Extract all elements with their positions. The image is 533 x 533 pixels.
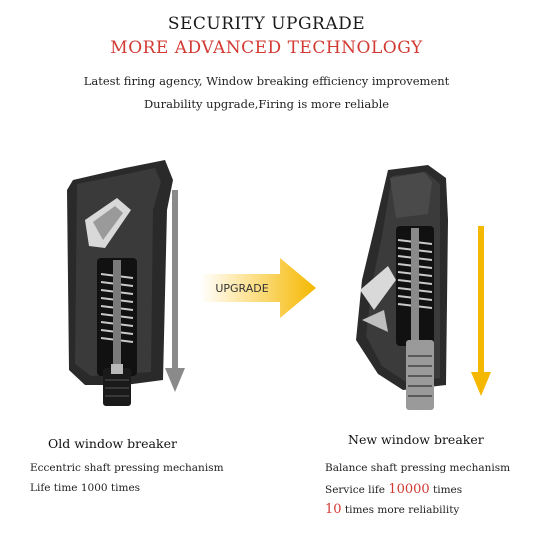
- new-feature-2-value: 10000: [388, 482, 430, 497]
- intro-line-1: Latest firing agency, Window breaking efficiency improvement: [83, 74, 450, 88]
- new-feature-2: [325, 482, 462, 497]
- new-feature-3-value: 10: [325, 502, 342, 517]
- new-feature-2-suffix: times: [429, 484, 463, 496]
- new-down-arrow: [471, 226, 491, 398]
- new-feature-1: Balance shaft pressing mechanism: [325, 462, 511, 474]
- page-title: SECURITY UPGRADE: [167, 14, 366, 34]
- page-subtitle: MORE ADVANCED TECHNOLOGY: [110, 38, 423, 58]
- new-feature-3-suffix: times more reliability: [341, 504, 460, 516]
- intro-line-2: Durability upgrade,Firing is more reliable: [143, 97, 390, 111]
- old-feature-2: Life time 1000 times: [30, 482, 141, 494]
- new-feature-3: [325, 502, 459, 517]
- old-down-arrow: [165, 190, 185, 395]
- new-feature-2-prefix: Service life: [325, 484, 389, 496]
- old-title: Old window breaker: [48, 436, 177, 451]
- old-feature-1: Eccentric shaft pressing mechanism: [30, 462, 224, 474]
- upgrade-arrow: [200, 258, 320, 318]
- new-window-breaker-image: [348, 160, 468, 415]
- new-title: New window breaker: [348, 432, 484, 447]
- upgrade-label: UPGRADE: [215, 282, 269, 295]
